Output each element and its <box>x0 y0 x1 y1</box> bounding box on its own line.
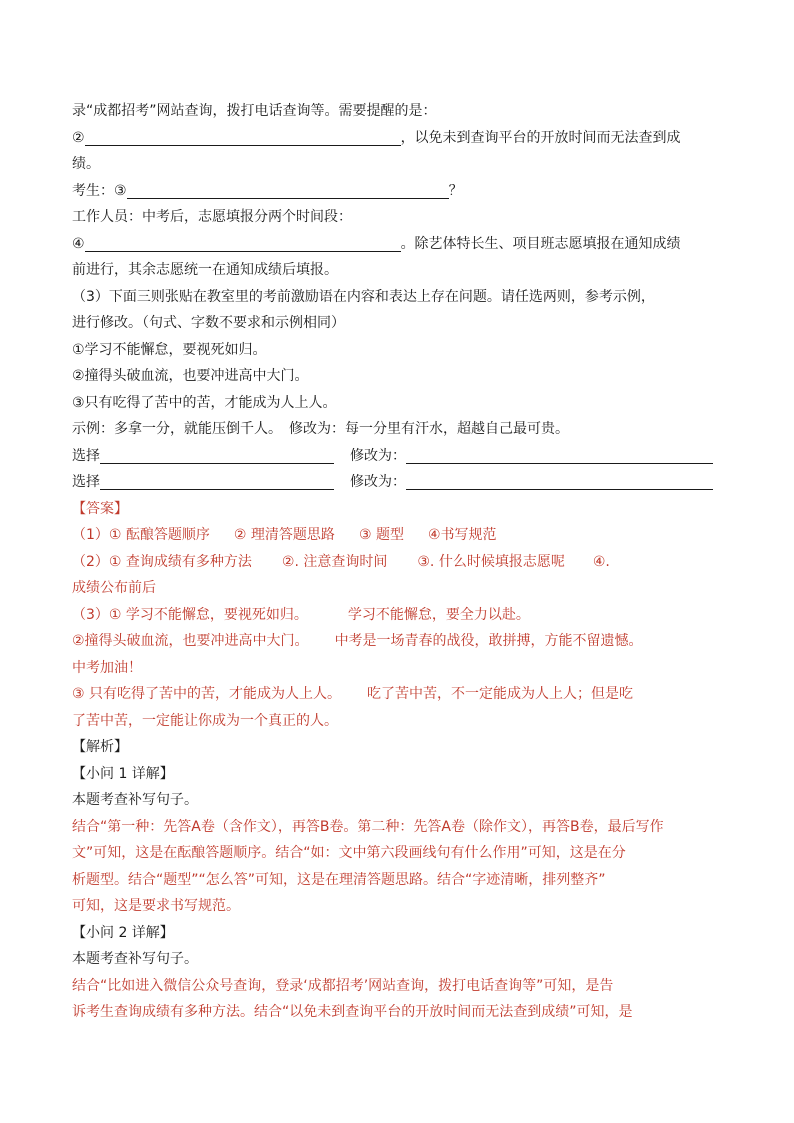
text: 文”可知，这是在酝酿答题顺序。结合“如：文中第六段画线句有什么作用”可知，这是在分 <box>72 845 626 861</box>
subheading <box>72 761 724 788</box>
text: 结合“比如进入微信公众号查询，登录‘成都招考’网站查询，拨打电话查询等”可知，是告 <box>72 977 614 994</box>
text: 选择 <box>72 474 100 490</box>
text: ②撞得头破血流，也要冲进高中大门。 <box>72 368 309 384</box>
text: 【小问 1 详解】 <box>72 765 174 782</box>
text: ② 理清答题思路 <box>233 527 335 543</box>
text-line <box>72 973 724 1000</box>
text-line <box>72 999 724 1026</box>
choice-line <box>72 443 724 470</box>
text: 可知，这是要求书写规范。 <box>72 898 240 914</box>
text: 诉考生查询成绩有多种方法。结合“以免未到查询平台的开放时间而无法查到成绩”可知，是 <box>72 1004 633 1020</box>
text-line <box>72 946 724 973</box>
text: 学习不能懈怠，要全力以赴。 <box>347 606 530 623</box>
text: 析题型。结合“题型”“怎么答”可知，这是在理清答题思路。结合“字迹清晰，排列整齐” <box>72 871 606 888</box>
text: ②撞得头破血流，也要冲进高中大门。 <box>72 633 309 649</box>
text: ② <box>72 129 85 146</box>
text: ④. <box>592 553 610 570</box>
answer-line-5 <box>72 681 724 708</box>
text: （3）下面三则张贴在教室里的考前激励语在内容和表达上存在问题。请任选两则，参考示例， <box>72 288 655 305</box>
fill-line-2 <box>72 125 724 152</box>
text-line <box>72 310 724 337</box>
text-line <box>72 98 724 125</box>
text: 吃了苦中苦，不一定能成为人上人；但是吃 <box>367 686 633 702</box>
text: ？ <box>448 182 463 199</box>
text-line <box>72 814 724 841</box>
text: ④ <box>72 235 85 252</box>
choice-blank[interactable] <box>100 474 334 490</box>
text: 修改为： <box>350 447 406 464</box>
answer-blank[interactable] <box>127 183 449 199</box>
text: 录“成都招考”网站查询，拨打电话查询等。需要提醒的是： <box>72 103 437 119</box>
answer-heading <box>72 496 724 523</box>
text: 绩。 <box>72 156 100 172</box>
text-line <box>72 787 724 814</box>
text: 成绩公布前后 <box>72 580 156 596</box>
text: 修改为： <box>350 474 406 490</box>
text: 了苦中苦，一定能让你成为一个真正的人。 <box>72 712 338 729</box>
text-line <box>72 151 724 178</box>
document-body <box>72 98 724 1026</box>
text-line <box>72 284 724 311</box>
text-line <box>72 708 724 735</box>
text: ③ 题型 <box>358 527 404 543</box>
text: 结合“第一种：先答A卷（含作文），再答B卷。第二种：先答A卷（除作文），再答B卷，最后写作 <box>72 818 664 835</box>
text: 中考加油！ <box>72 659 142 676</box>
choice-line <box>72 469 724 496</box>
text: （1）① 酝酿答题顺序 <box>72 527 210 543</box>
answer-line-4 <box>72 628 724 655</box>
text: 本题考查补写句子。 <box>72 792 198 808</box>
text-line <box>72 655 724 682</box>
text: 示例：多拿一分，就能压倒千人。 修改为：每一分里有汗水，超越自己最可贵。 <box>72 421 569 437</box>
answer-line-1 <box>72 522 724 549</box>
text: 【小问 2 详解】 <box>72 924 174 941</box>
text: ③. 什么时候填报志愿呢 <box>417 553 565 570</box>
text: 考生：③ <box>72 182 127 199</box>
text: ①学习不能懈怠，要视死如归。 <box>72 341 267 358</box>
text: 工作人员：中考后，志愿填报分两个时间段： <box>72 209 352 225</box>
text: ③只有吃得了苦中的苦，才能成为人上人。 <box>72 394 337 411</box>
text-line <box>72 204 724 231</box>
text: ②. 注意查询时间 <box>281 553 388 570</box>
text-line <box>72 893 724 920</box>
text: 选择 <box>72 447 100 464</box>
fill-line-3 <box>72 178 724 205</box>
text-line <box>72 257 724 284</box>
answer-blank[interactable] <box>85 130 401 146</box>
text: 【答案】 <box>72 500 128 517</box>
text: 。除艺体特长生、项目班志愿填报在通知成绩 <box>400 235 681 252</box>
text-line <box>72 840 724 867</box>
text: 【解析】 <box>72 739 128 755</box>
text: ③ 只有吃得了苦中的苦，才能成为人上人。 <box>72 686 341 702</box>
analysis-heading <box>72 734 724 761</box>
text-line <box>72 337 724 364</box>
choice-blank[interactable] <box>100 448 334 464</box>
text-line <box>72 363 724 390</box>
answer-blank[interactable] <box>85 236 401 252</box>
subheading <box>72 920 724 947</box>
text-line <box>72 575 724 602</box>
text: （3）① 学习不能懈怠，要视死如归。 <box>72 606 308 623</box>
answer-line-3 <box>72 602 724 629</box>
answer-line-2 <box>72 549 724 576</box>
text: （2）① 查询成绩有多种方法 <box>72 553 252 570</box>
text-line <box>72 867 724 894</box>
text: 前进行，其余志愿统一在通知成绩后填报。 <box>72 262 338 278</box>
text-line <box>72 416 724 443</box>
fill-line-4 <box>72 231 724 258</box>
text: 中考是一场青春的战役，敢拼搏，方能不留遗憾。 <box>334 633 643 649</box>
text: 本题考查补写句子。 <box>72 951 198 967</box>
revision-blank[interactable] <box>406 448 713 464</box>
text-line <box>72 390 724 417</box>
text: ④书写规范 <box>427 527 497 543</box>
text: 进行修改。（句式、字数不要求和示例相同） <box>72 315 345 331</box>
text: ，以免未到查询平台的开放时间而无法查到成 <box>400 129 681 146</box>
revision-blank[interactable] <box>406 474 713 490</box>
